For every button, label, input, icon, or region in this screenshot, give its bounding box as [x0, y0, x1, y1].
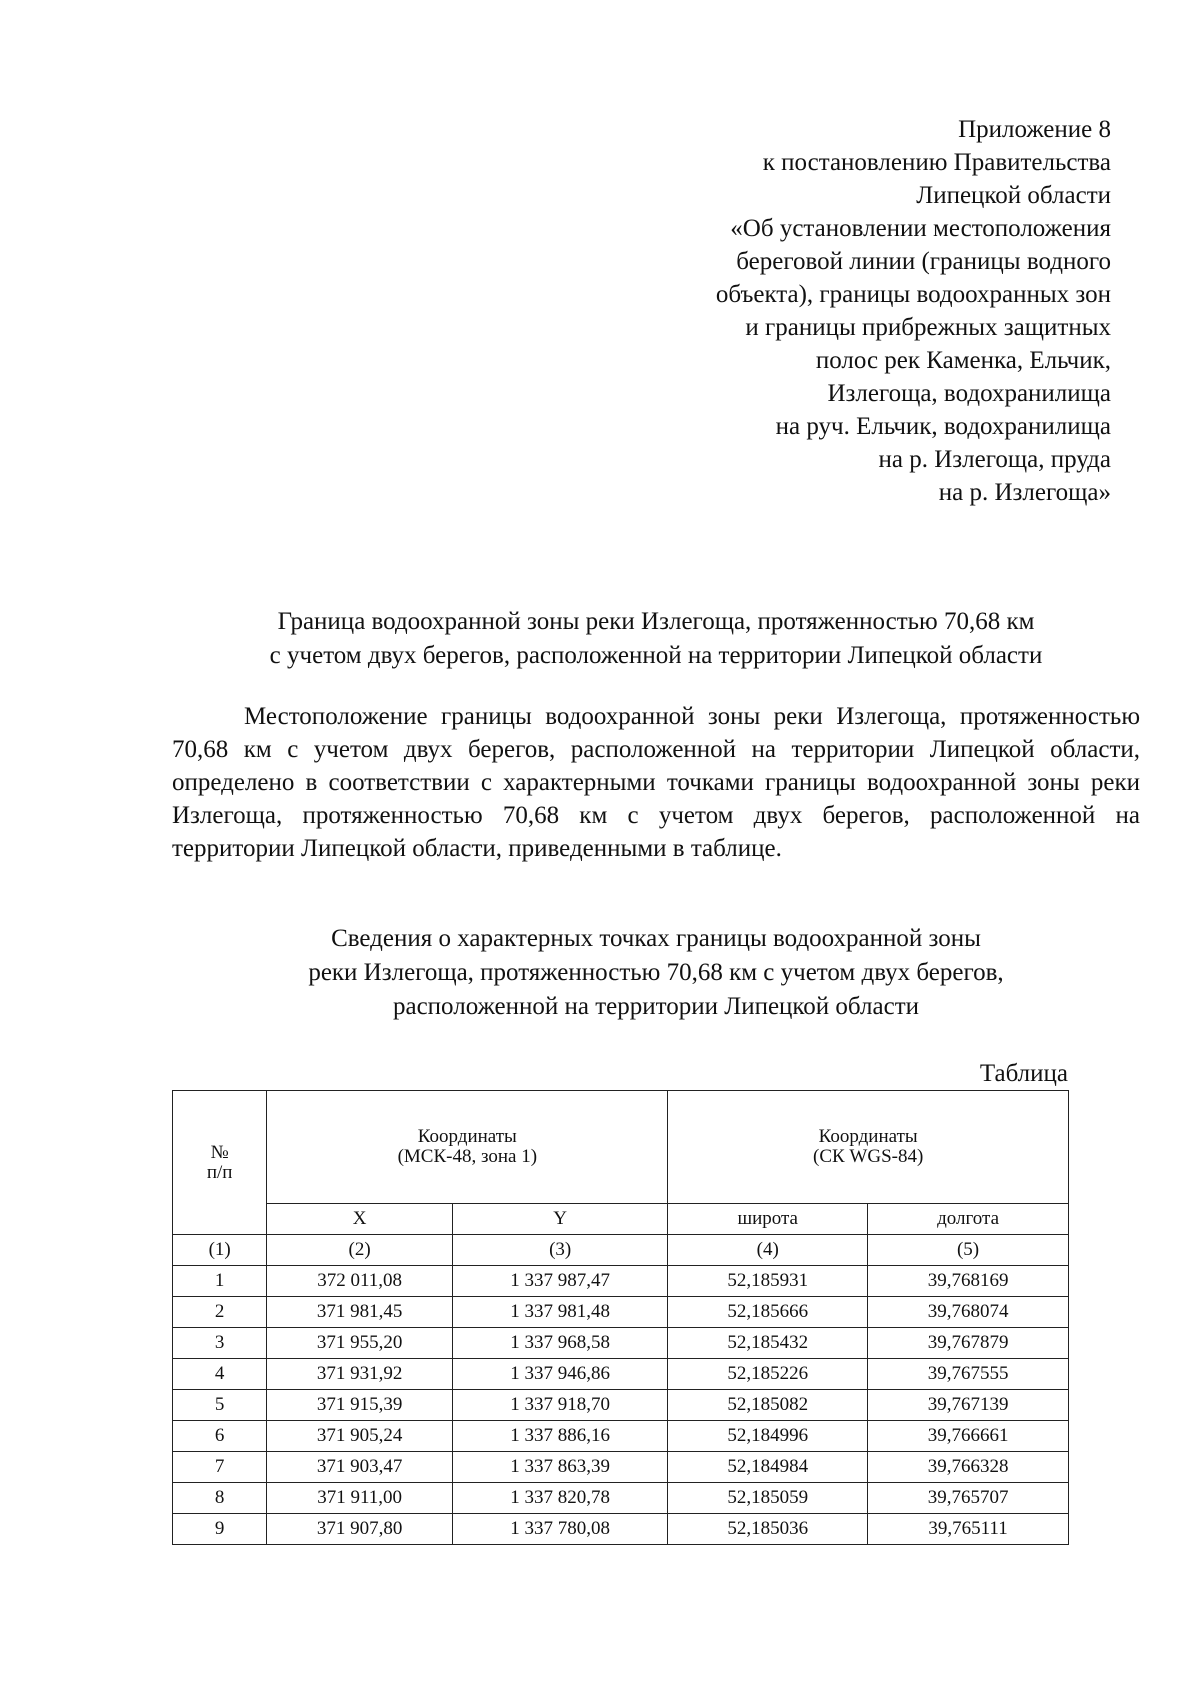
header-number-line: № [210, 1141, 229, 1163]
table-row [173, 1421, 1069, 1452]
header-group-line: Координаты [818, 1126, 918, 1147]
title-line: с учетом двух берегов, расположенной на территории Липецкой области [269, 642, 1043, 669]
table-cell: 52,184996 [668, 1421, 868, 1452]
table-cell: 3 [173, 1328, 267, 1359]
table-cell: 372 011,08 [267, 1266, 453, 1297]
table-cell: 5 [173, 1390, 267, 1421]
table-cell: 1 337 981,48 [452, 1297, 667, 1328]
table-cell: 371 907,80 [267, 1514, 453, 1545]
table-row [173, 1452, 1069, 1483]
table-row [173, 1390, 1069, 1421]
table-cell: 371 903,47 [267, 1452, 453, 1483]
header-x: X [267, 1204, 453, 1235]
table-row [173, 1297, 1069, 1328]
table-cell: (2) [267, 1235, 453, 1266]
table-label: Таблица [979, 1060, 1068, 1087]
appendix-line: «Об установлении местоположения [730, 215, 1111, 242]
appendix-line: Приложение 8 [958, 116, 1111, 143]
table-cell: 39,768169 [868, 1266, 1069, 1297]
table-cell: 371 905,24 [267, 1421, 453, 1452]
appendix-line: Излегоща, водохранилища [827, 380, 1111, 407]
table-cell: 371 981,45 [267, 1297, 453, 1328]
table-cell: 2 [173, 1297, 267, 1328]
table-cell: 1 337 918,70 [452, 1390, 667, 1421]
table-cell: 1 337 820,78 [452, 1483, 667, 1514]
title-line: Граница водоохранной зоны реки Излегоща, протяженностью 70,68 км [277, 608, 1035, 635]
body-text [172, 700, 1140, 865]
table-cell: 39,765111 [868, 1514, 1069, 1545]
header-wgs84-group [668, 1091, 1069, 1204]
table-row [173, 1483, 1069, 1514]
table-cell: 52,185666 [668, 1297, 868, 1328]
table-cell: 1 337 863,39 [452, 1452, 667, 1483]
table-cell: 39,768074 [868, 1297, 1069, 1328]
appendix-line: Липецкой области [916, 182, 1111, 209]
appendix-line: на руч. Ельчик, водохранилища [775, 413, 1111, 440]
table-row [173, 1328, 1069, 1359]
table-cell: (3) [452, 1235, 667, 1266]
header-latitude: широта [668, 1204, 868, 1235]
table-cell: 1 337 987,47 [452, 1266, 667, 1297]
table-cell: 9 [173, 1514, 267, 1545]
appendix-line: на р. Излегоща» [938, 479, 1111, 506]
table-cell: 1 337 968,58 [452, 1328, 667, 1359]
table-cell: 52,185931 [668, 1266, 868, 1297]
table-cell: 39,767879 [868, 1328, 1069, 1359]
header-msk48-group [267, 1091, 668, 1204]
table-cell: (5) [868, 1235, 1069, 1266]
header-group-line: Координаты [417, 1126, 517, 1147]
table-cell: 371 911,00 [267, 1483, 453, 1514]
table-cell: 6 [173, 1421, 267, 1452]
table-cell: 4 [173, 1359, 267, 1390]
table-cell: 371 931,92 [267, 1359, 453, 1390]
table-row [173, 1514, 1069, 1545]
coordinates-table [172, 1090, 1069, 1545]
table-cell: 39,765707 [868, 1483, 1069, 1514]
table-cell: 371 955,20 [267, 1328, 453, 1359]
header-longitude: долгота [868, 1204, 1069, 1235]
header-number-line: п/п [206, 1161, 233, 1183]
table-index-row [173, 1235, 1069, 1266]
header-group-line: (СК WGS-84) [813, 1146, 924, 1167]
table-cell: (4) [668, 1235, 868, 1266]
table-cell: (1) [173, 1235, 267, 1266]
table-cell: 39,766661 [868, 1421, 1069, 1452]
table-header-row [173, 1091, 1069, 1204]
table-cell: 52,185036 [668, 1514, 868, 1545]
table-row [173, 1359, 1069, 1390]
table-title [172, 922, 1140, 1024]
table-title-line: Сведения о характерных точках границы водоохранной зоны [331, 925, 981, 952]
appendix-line: на р. Излегоща, пруда [878, 446, 1111, 473]
table-cell: 39,767555 [868, 1359, 1069, 1390]
table-cell: 8 [173, 1483, 267, 1514]
table-cell: 371 915,39 [267, 1390, 453, 1421]
table-cell: 1 [173, 1266, 267, 1297]
table-subheader-row [173, 1204, 1069, 1235]
document-title [172, 605, 1140, 673]
header-number [173, 1091, 267, 1235]
table-cell: 7 [173, 1452, 267, 1483]
table-cell: 39,767139 [868, 1390, 1069, 1421]
header-group-line: (МСК-48, зона 1) [397, 1146, 538, 1167]
table-cell: 1 337 886,16 [452, 1421, 667, 1452]
appendix-line: полос рек Каменка, Ельчик, [815, 347, 1111, 374]
table-title-line: расположенной на территории Липецкой области [392, 993, 919, 1020]
table-cell: 52,185059 [668, 1483, 868, 1514]
table-cell: 1 337 780,08 [452, 1514, 667, 1545]
body-paragraph: Местоположение границы водоохранной зоны реки Излегоща, протяженностью 70,68 км с учетом двух берегов, расположенной на территории Липецкой области, определено в соответствии с характерными точками границы водоохранной зоны реки Излегоща, протяженностью 70,68 км с учетом двух берегов, расположенной на территории Липецкой области, приведенными в таблице. [172, 703, 1140, 862]
table-cell: 52,184984 [668, 1452, 868, 1483]
table-title-line: реки Излегоща, протяженностью 70,68 км с учетом двух берегов, [308, 959, 1004, 986]
appendix-line: к постановлению Правительства [762, 149, 1111, 176]
table-cell: 52,185226 [668, 1359, 868, 1390]
table-cell: 1 337 946,86 [452, 1359, 667, 1390]
table-row [173, 1266, 1069, 1297]
header-y: Y [452, 1204, 667, 1235]
appendix-line: объекта), границы водоохранных зон [715, 281, 1111, 308]
appendix-line: береговой линии (границы водного [736, 248, 1111, 275]
appendix-line: и границы прибрежных защитных [745, 314, 1111, 341]
appendix-block [551, 113, 1111, 509]
table-cell: 52,185082 [668, 1390, 868, 1421]
table-cell: 39,766328 [868, 1452, 1069, 1483]
table-cell: 52,185432 [668, 1328, 868, 1359]
